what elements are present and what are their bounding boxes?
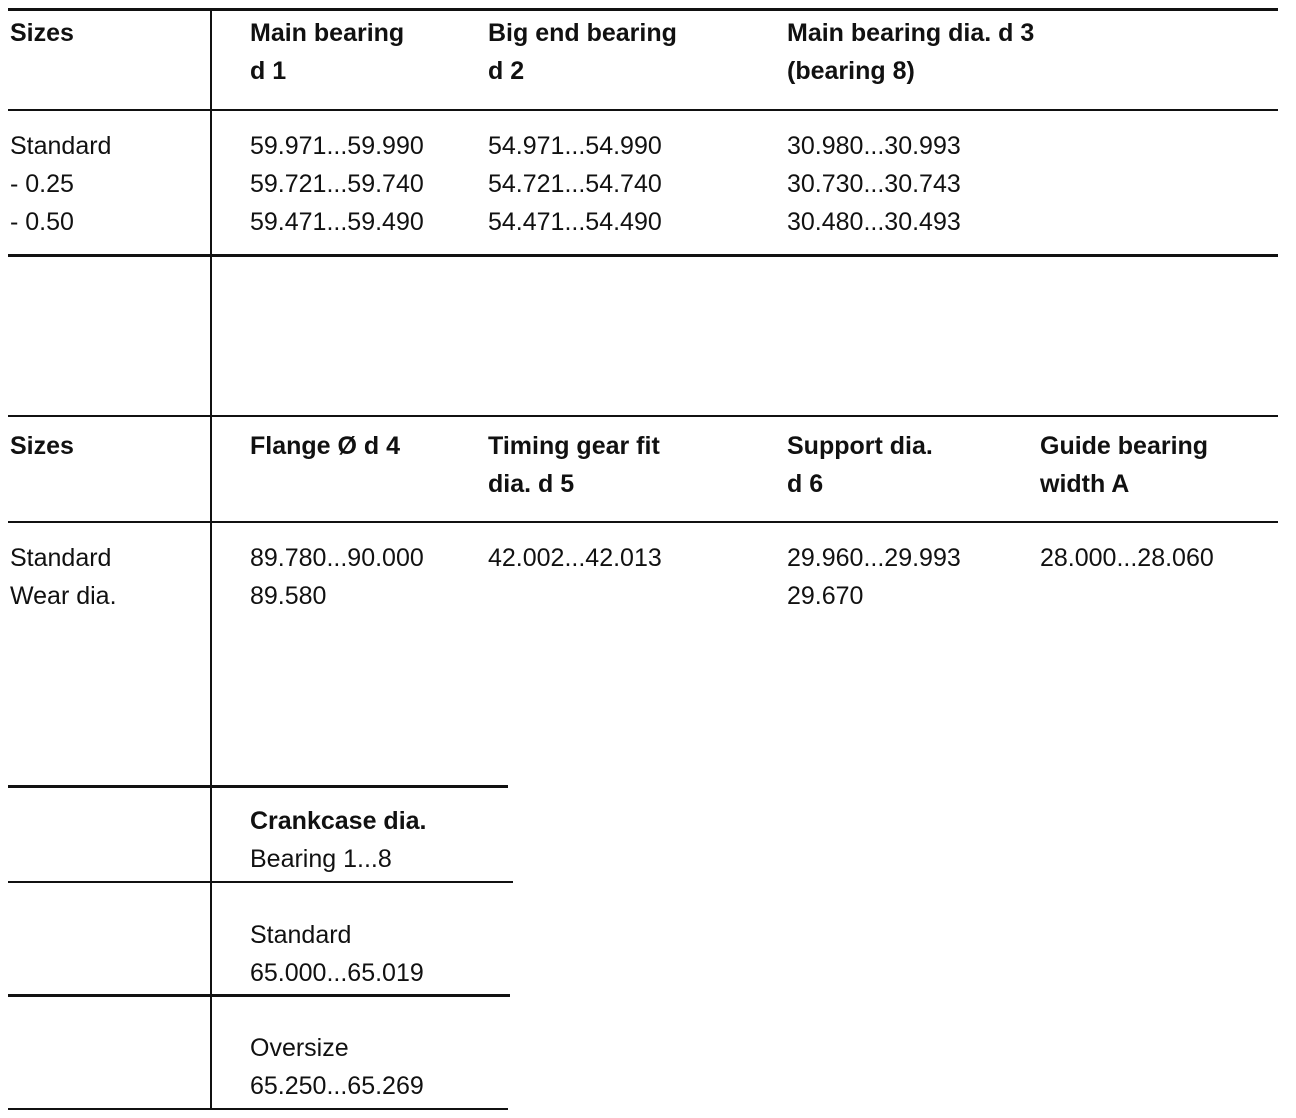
table-cell: 89.780...90.000 [250,544,424,572]
table3-top-rule [8,785,508,788]
table-cell: 28.000...28.060 [1040,544,1214,572]
table-cell: 59.971...59.990 [250,132,424,160]
table-cell: 30.730...30.743 [787,170,961,198]
table1-d2-column [488,127,662,241]
table-cell: 59.471...59.490 [250,208,424,236]
table3-header [250,802,427,878]
table1-header-sizes: Sizes [10,19,74,47]
header-line: dia. d 5 [488,470,575,498]
table-cell: - 0.50 [10,208,74,236]
table1-sizes-column [10,127,111,241]
table-cell: 54.971...54.990 [488,132,662,160]
table-cell: - 0.25 [10,170,74,198]
table2-header-flange: Flange Ø d 4 [250,432,401,460]
table-cell: 30.980...30.993 [787,132,961,160]
table-cell: 29.960...29.993 [787,544,961,572]
header-line: d 6 [787,470,824,498]
header-line: Guide bearing [1040,432,1209,460]
table-cell: Oversize [250,1034,349,1062]
table2-sizes-column [10,539,117,615]
table-cell: 30.480...30.493 [787,208,961,236]
table-cell: 54.471...54.490 [488,208,662,236]
table2-header-guide-bearing [1040,427,1208,503]
table-cell: Standard [250,921,352,949]
table1-header-big-end-bearing [488,14,677,90]
header-line: Crankcase dia. [250,807,427,835]
table-cell: 29.670 [787,582,864,610]
table2-width-a-column [1040,539,1214,577]
header-line: Bearing 1...8 [250,845,392,873]
table2-header-sizes: Sizes [10,432,74,460]
table2-header-support [787,427,933,503]
table1-d3-column [787,127,961,241]
table-cell: 65.000...65.019 [250,959,424,987]
table1-bottom-rule [8,254,1278,257]
table-cell: Wear dia. [10,582,117,610]
header-line: Support dia. [787,432,933,460]
header-line: Big end bearing [488,19,677,47]
header-line: Main bearing [250,19,405,47]
table3-standard [250,916,424,992]
table-cell: Standard [10,544,112,572]
table2-header-timing-gear [488,427,660,503]
table2-header-rule [8,521,1278,523]
table-cell: 59.721...59.740 [250,170,424,198]
table3-bottom-rule [8,1108,508,1110]
table-cell: 42.002...42.013 [488,544,662,572]
table-cell: 89.580 [250,582,327,610]
table1-header-main-bearing [250,14,404,90]
table1-top-rule [8,8,1278,11]
header-line: (bearing 8) [787,57,915,85]
table-cell: Standard [10,132,112,160]
table-cell: 54.721...54.740 [488,170,662,198]
table2-top-rule [8,415,1278,417]
table3-rule-2 [8,994,510,997]
table2-d5-column [488,539,662,577]
header-line: width A [1040,470,1130,498]
header-line: d 1 [250,57,287,85]
table2-d6-column [787,539,961,615]
table2-d4-column [250,539,424,615]
table1-header-rule [8,109,1278,111]
column-divider [210,10,212,1110]
table3-rule-1 [8,881,513,883]
header-line: Main bearing dia. d 3 [787,19,1035,47]
table1-header-main-bearing-d3 [787,14,1034,90]
header-line: Timing gear fit [488,432,660,460]
table1-d1-column [250,127,424,241]
header-line: d 2 [488,57,525,85]
table3-oversize [250,1029,424,1105]
table-cell: 65.250...65.269 [250,1072,424,1100]
